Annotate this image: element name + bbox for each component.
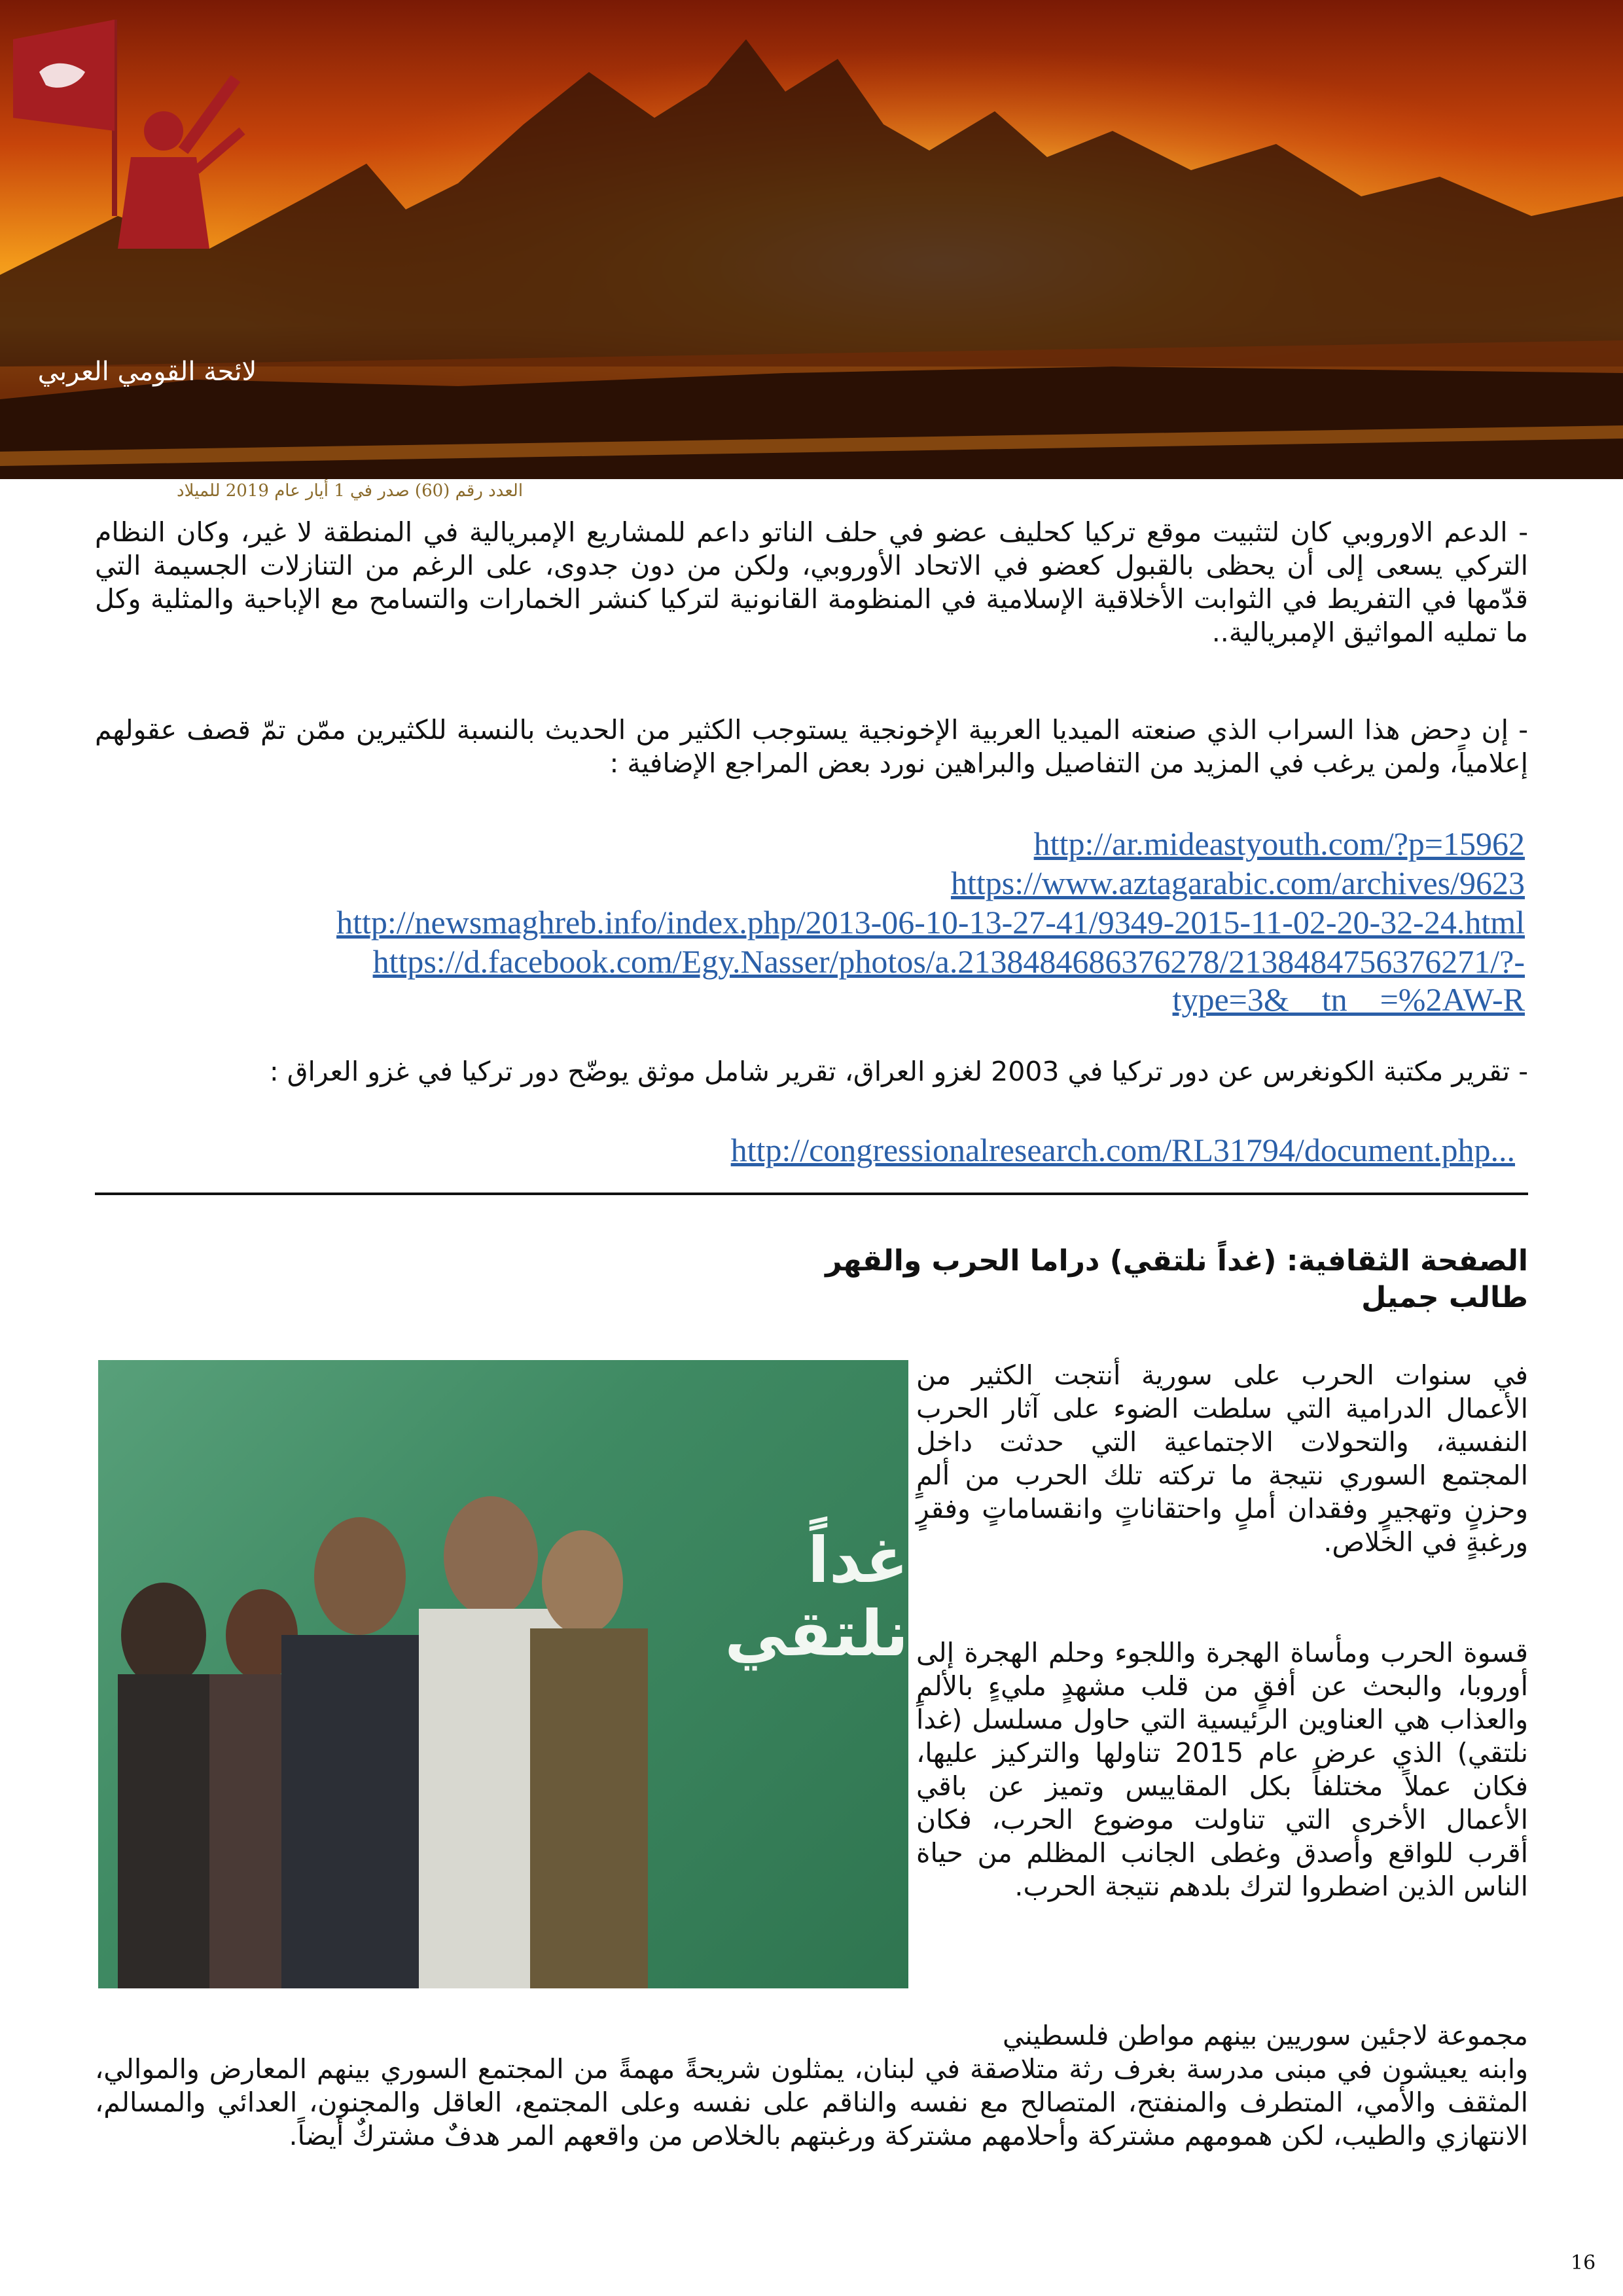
paragraph-1: - الدعم الاوروبي كان لتثبيت موقع تركيا كحليف عضو في حلف الناتو داعم للمشاريع الإمبريالية في المنطقة لا غير، وكان النظام التركي يسعى إلى أن يحظى بالقبول كعضو في الاتحاد الأوروبي، ولكن من دون جدوى، على الرغم من التنازلات الجسيمة التي قدّمها في التفريط في الثوابت الأخلاقية الإسلامية في المنظومة القانونية لتركيا كنشر الخمارات والتسامح مع الإباحية والمثلية وكل ما تمليه المواثيق الإمبريالية.. xyxy=(95,516,1528,648)
reference-link-1[interactable]: http://ar.mideastyouth.com/?p=15962 xyxy=(1033,825,1525,862)
header-banner xyxy=(0,0,1623,479)
article-paragraph-3-first-line: مجموعة لاجئين سوريين بينهم مواطن فلسطيني xyxy=(1003,2020,1528,2051)
poster-title: غداً نلتقي xyxy=(724,1524,908,1670)
article-paragraph-3: وابنه يعيشون في مبنى مدرسة بغرف رثة متلاصقة في لبنان، يمثلون شريحةً مهمةً من المجتمع السوري بينهم المعارض والموالي، المثقف والأمي، المتطرف والمنفتح، المتصالح مع نفسه والناقم على نفسه وعلى المجتمع، العاقل والمجنون، العدائي والمسالم، الانتهازي والطيب، لكن همومهم مشتركة وأحلامهم مشتركة ورغبتهم بالخلاص من واقعهم المر هدفٌ مشتركٌ أيضاً. xyxy=(95,2053,1528,2151)
reference-link-4[interactable]: https://d.facebook.com/Egy.Nasser/photos/a.2138484686376278/2138484756376271/?- xyxy=(372,943,1525,980)
series-poster-image xyxy=(98,1360,908,1988)
reference-link-3[interactable]: http://newsmaghreb.info/index.php/2013-06-10-13-27-41/9349-2015-11-02-20-32-24.html xyxy=(336,904,1525,941)
paragraph-2: - إن دحض هذا السراب الذي صنعته الميديا العربية الإخونجية يستوجب الكثير من الحديث بالنسبة للكثيرين ممّن تمّ قصف عقولهم إعلامياً، ولمن يرغب في المزيد من التفاصيل والبراهين نورد بعض المراجع الإضافية : xyxy=(95,714,1528,779)
reference-link-4-cont[interactable]: type=3&__tn__=%2AW-R xyxy=(1172,981,1525,1018)
section-divider xyxy=(95,1193,1528,1195)
paragraph-3: - تقرير مكتبة الكونغرس عن دور تركيا في 2003 لغزو العراق، تقرير شامل موثق يوضّح دور تركيا في غزو العراق : xyxy=(269,1056,1528,1087)
article-paragraph-1: في سنوات الحرب على سورية أنتجت الكثير من الأعمال الدرامية التي سلطت الضوء على آثار الحرب النفسية، والتحولات الاجتماعية التي حدثت داخل المجتمع السوري نتيجة ما تركته تلك الحرب من ألمٍ وحزنٍ وتهجيرٍ وفقدان أملٍ واحتقاناتٍ وانقساماتٍ وفقرٍ ورغبةٍ في الخلاص. xyxy=(916,1359,1528,1558)
article-author: طالب جميل xyxy=(1361,1281,1528,1314)
logo-text: لائحة القومي العربي xyxy=(37,357,257,387)
article-heading: الصفحة الثقافية: (غداً نلتقي) دراما الحرب والقهر xyxy=(825,1244,1528,1278)
poster-figures xyxy=(98,1360,908,1988)
page-number: 16 xyxy=(1571,2251,1596,2274)
reference-link-5[interactable]: http://congressionalresearch.com/RL31794/document.php... xyxy=(730,1132,1515,1168)
reference-link-2[interactable]: https://www.aztagarabic.com/archives/9623 xyxy=(950,865,1525,901)
logo-icon xyxy=(0,0,249,262)
article-paragraph-2: قسوة الحرب ومأساة الهجرة واللجوء وحلم الهجرة إلى أوروبا، والبحث عن أفقٍ من قلب مشهدٍ مليءٍ بالألم والعذاب هي العناوين الرئيسية التي حاول مسلسل (غداً نلتقي) الذي عرض عام 2015 تناولها والتركيز عليها، فكان عملاً مختلفاً بكل المقاييس وتميز عن باقي الأعمال الأخرى التي تناولت موضوع الحرب، فكان أقرب للواقع وأصدق وغطى الجانب المظلم من حياة الناس الذين اضطروا لترك بلدهم نتيجة الحرب. xyxy=(916,1637,1529,1902)
issue-line: العدد رقم (60) صدر في 1 أيار عام 2019 للميلاد xyxy=(177,481,524,501)
